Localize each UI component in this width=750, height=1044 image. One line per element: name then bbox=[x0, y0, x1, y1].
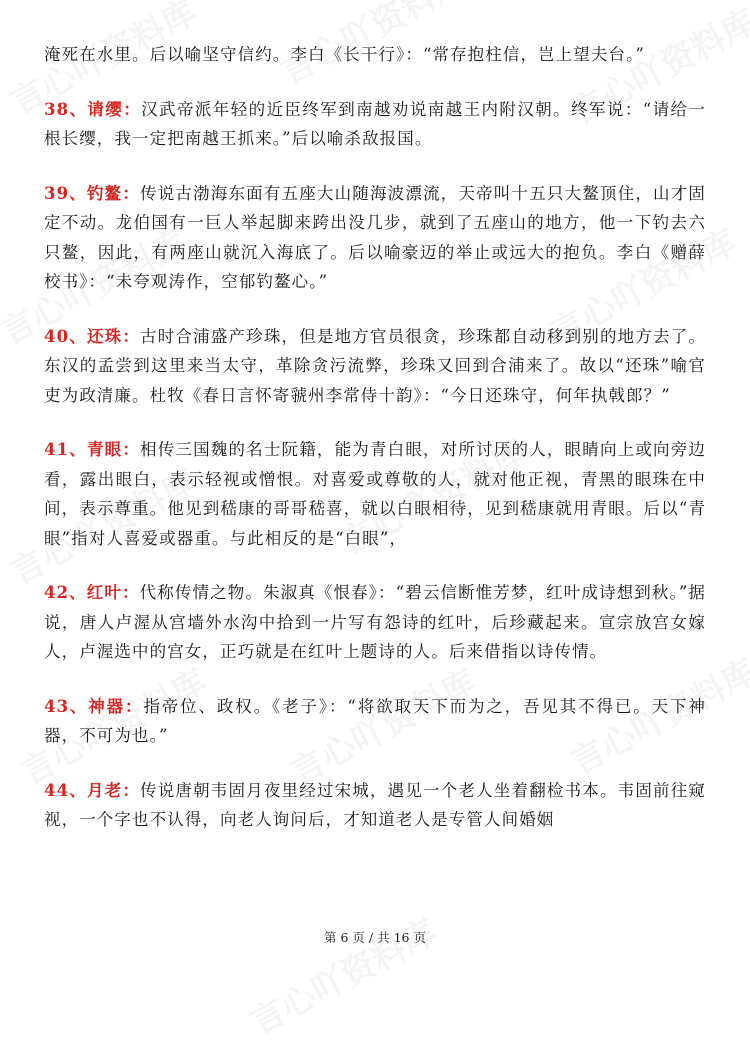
entry-heading: 41、青眼： bbox=[44, 440, 141, 459]
entry-paragraph bbox=[44, 578, 706, 667]
entry-paragraph bbox=[44, 322, 706, 411]
entry-paragraph bbox=[44, 435, 706, 553]
entry-paragraph bbox=[44, 179, 706, 297]
entry-text: 传说唐朝韦固月夜里经过宋城，遇见一个老人坐着翻检书本。韦固前往窥视，一个字也不认得，向老人询问后，才知道老人是专管人间婚姻 bbox=[44, 780, 707, 829]
entry-heading: 44、月老： bbox=[44, 780, 141, 800]
entry-heading: 39、钓鳌： bbox=[44, 183, 141, 203]
entry-paragraph bbox=[44, 692, 706, 751]
entry-heading: 38、请缨： bbox=[44, 99, 142, 119]
document-body bbox=[44, 40, 706, 860]
entry-text: 相传三国魏的名士阮籍，能为青白眼，对所讨厌的人，眼睛向上或向旁边看，露出眼白，表示轻视或憎恨。对喜爱或尊敬的人，就对他正视，青黑的眼珠在中间，表示尊重。他见到嵇康的哥哥嵇喜，就以白眼相待，见到嵇康就用青眼。后以“青眼”指对人喜爱或器重。与此相反的是“白眼”， bbox=[44, 440, 707, 548]
entry-text: 传说古渤海东面有五座大山随海波漂流，天帝叫十五只大鳌顶住，山才固定不动。龙伯国有一巨人举起脚来跨出没几步，就到了五座山的地方，他一下钓去六只鳌，因此，有两座山就沉入海底了。后以喻豪迈的举止或远大的抱负。李白《赠薛校书》：“未夸观涛作，空郁钓鳌心。” bbox=[44, 183, 707, 291]
entry-paragraph bbox=[44, 776, 706, 835]
intro-paragraph: 淹死在水里。后以喻坚守信约。李白《长干行》：“常存抱柱信，岂上望夫台。” bbox=[44, 45, 645, 64]
entry-heading: 40、还珠： bbox=[44, 326, 141, 346]
entry-text: 代称传情之物。朱淑真《恨春》：“碧云信断惟芳梦，红叶成诗想到秋。”据说，唐人卢渥从宫墙外水沟中拾到一片写有怨诗的红叶，后珍藏起来。宣宗放宫女嫁人，卢渥选中的宫女，正巧就是在红叶上题诗的人。后来借指以诗传情。 bbox=[44, 583, 706, 661]
entry-heading: 43、神器： bbox=[44, 696, 144, 716]
entry-text: 汉武帝派年轻的近臣终军到南越劝说南越王内附汉朝。终军说：“请给一根长缨，我一定把南越王抓来。”后以喻杀敌报国。 bbox=[44, 99, 707, 148]
entry-text: 指帝位、政权。《老子》：“将欲取天下而为之，吾见其不得已。天下神器，不可为也。” bbox=[44, 696, 707, 745]
page-number-footer: 第 6 页 / 共 16 页 bbox=[324, 930, 426, 945]
entry-heading: 42、红叶： bbox=[44, 583, 140, 602]
entry-paragraph bbox=[44, 95, 706, 154]
watermark bbox=[240, 905, 443, 1044]
entry-text: 古时合浦盛产珍珠，但是地方官员很贪，珍珠都自动移到别的地方去了。东汉的孟尝到这里来当太守，革除贪污流弊，珍珠又回到合浦来了。故以“还珠”喻官吏为政清廉。杜牧《春日言怀寄虢州李常侍十韵》：“今日还珠守，何年执戟郎？” bbox=[44, 326, 707, 405]
